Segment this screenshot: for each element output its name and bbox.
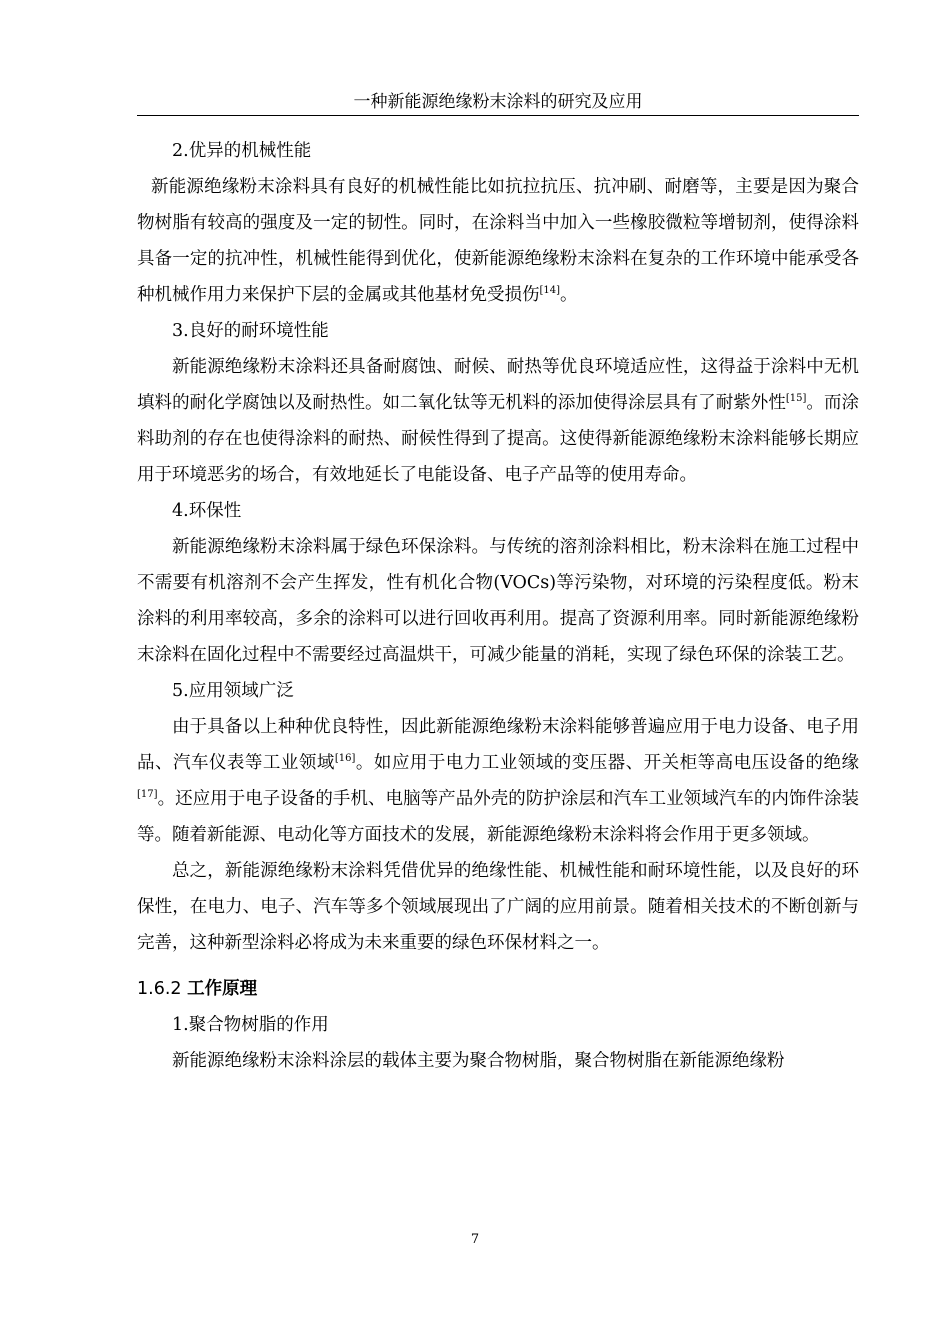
section-title: 工作原理 (187, 979, 258, 999)
section-heading (137, 971, 859, 1007)
running-header: 一种新能源绝缘粉末涂料的研究及应用 (353, 92, 643, 112)
paragraph-text: 由于具备以上种种优良特性，因此新能源绝缘粉末涂料能够普遍应用于电力设备、电子用品、汽车仪表等工业领域 (137, 717, 859, 773)
paragraph-eco: 新能源绝缘粉末涂料属于绿色环保涂料。与传统的溶剂涂料相比，粉末涂料在施工过程中不需要有机溶剂不会产生挥发，性有机化合物(VOCs)等污染物，对环境的污染程度低。粉末涂料的利用率较高，多余的涂料可以进行回收再利用。提高了资源利用率。同时新能源绝缘粉末涂料在固化过程中不需要经过高温烘干，可减少能量的消耗，实现了绿色环保的涂装工艺。 (137, 537, 859, 665)
page-number: 7 (470, 1232, 480, 1247)
subheading-mechanical: 2.优异的机械性能 (172, 141, 312, 161)
citation-ref: [14] (539, 285, 561, 297)
subheading-application: 5.应用领域广泛 (172, 681, 294, 701)
citation-ref: [15] (785, 393, 807, 405)
paragraph-text: 新能源绝缘粉末涂料还具备耐腐蚀、耐候、耐热等优良环境适应性，这得益于涂料中无机填料的耐化学腐蚀以及耐热性。如二氧化钛等无机料的添加使得涂层具有了耐紫外性 (137, 357, 859, 413)
citation-ref: [17] (137, 789, 158, 801)
paragraph-polymer: 新能源绝缘粉末涂料涂层的载体主要为聚合物树脂，聚合物树脂在新能源绝缘粉 (172, 1051, 785, 1071)
paragraph-text: 。 (560, 285, 578, 305)
paragraph-mechanical (137, 169, 859, 313)
header-rule (137, 115, 859, 116)
body-text (137, 133, 859, 1079)
citation-ref: [16] (334, 753, 356, 765)
paragraph-text: 。如应用于电力工业领域的变压器、开关柜等高电压设备的绝缘 (355, 753, 860, 773)
subheading-polymer: 1.聚合物树脂的作用 (172, 1015, 329, 1035)
paragraph-summary: 总之，新能源绝缘粉末涂料凭借优异的绝缘性能、机械性能和耐环境性能，以及良好的环保性，在电力、电子、汽车等多个领域展现出了广阔的应用前景。随着相关技术的不断创新与完善，这种新型涂料必将成为未来重要的绿色环保材料之一。 (137, 861, 859, 953)
paragraph-text: 。而涂料助剂的存在也使得涂料的耐热、耐候性得到了提高。这使得新能源绝缘粉末涂料能够长期应用于环境恶劣的场合，有效地延长了电能设备、电子产品等的使用寿命。 (137, 393, 860, 485)
paragraph-environment (137, 349, 859, 493)
subheading-environment: 3.良好的耐环境性能 (172, 321, 329, 341)
paragraph-text: 新能源绝缘粉末涂料具有良好的机械性能比如抗拉抗压、抗冲刷、耐磨等，主要是因为聚合物树脂有较高的强度及一定的韧性。同时，在涂料当中加入一些橡胶微粒等增韧剂，使得涂料具备一定的抗冲性，机械性能得到优化，使新能源绝缘粉末涂料在复杂的工作环境中能承受各种机械作用力来保护下层的金属或其他基材免受损伤 (137, 177, 859, 305)
paragraph-text: 。还应用于电子设备的手机、电脑等产品外壳的防护涂层和汽车工业领域汽车的内饰件涂装等。随着新能源、电动化等方面技术的发展，新能源绝缘粉末涂料将会作用于更多领域。 (137, 789, 859, 845)
section-number: 1.6.2 (137, 979, 182, 999)
subheading-eco: 4.环保性 (172, 501, 242, 521)
paragraph-application (137, 709, 859, 853)
